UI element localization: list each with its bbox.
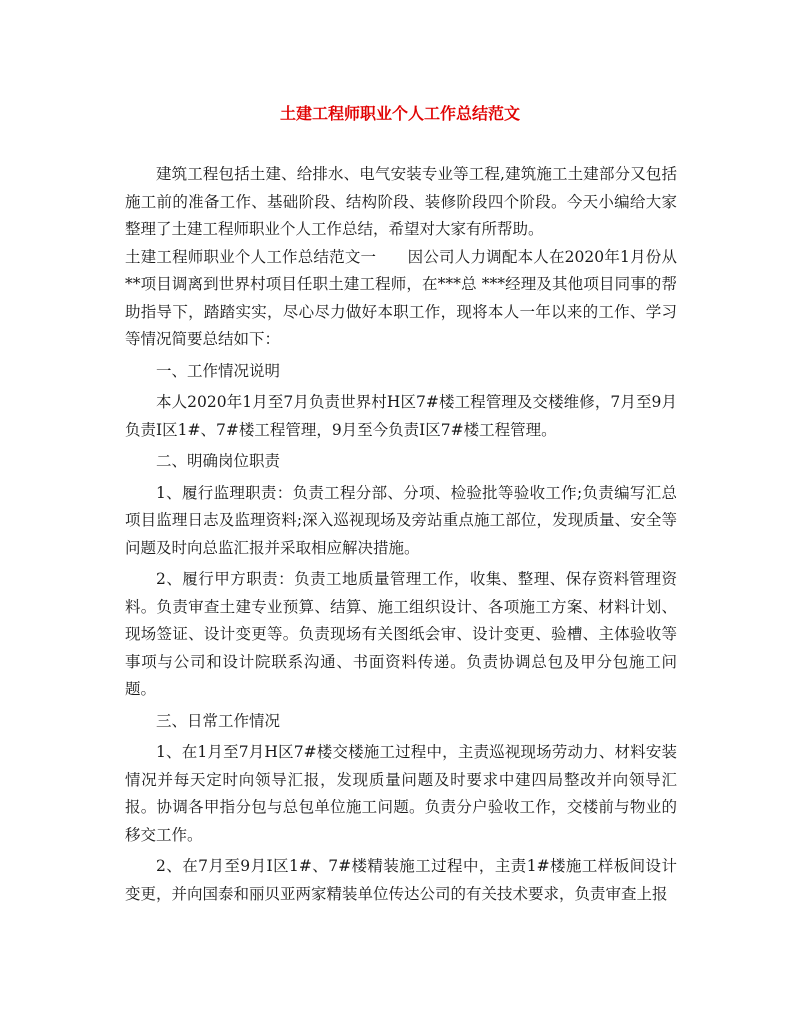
- daily-work-paragraph-2: 2、在7月至9月I区1#、7#楼精装施工过程中，主责1#楼施工样板间设计变更，并向国泰和丽贝亚两家精装单位传达公司的有关技术要求，负责审查上报: [125, 857, 677, 903]
- section-heading-duties: 二、明确岗位职责: [156, 452, 281, 470]
- duty-owner-paragraph: 2、履行甲方职责：负责工地质量管理工作，收集、整理、保存资料管理资料。负责审查土建专业预算、结算、施工组织设计、各项施工方案、材料计划、现场签证、设计变更等。负责现场有关图纸会审、设计变更、验槽、主体验收等事项与公司和设计院联系沟通、书面资料传递。负责协调总包及甲分包施工问题。: [125, 570, 677, 698]
- document-body: [125, 161, 677, 908]
- work-status-paragraph: 本人2020年1月至7月负责世界村H区7#楼工程管理及交楼维修，7月至9月负责I区1#、7#楼工程管理，9月至今负责I区7#楼工程管理。: [125, 393, 677, 439]
- summary-heading-paragraph: 土建工程师职业个人工作总结范文一 因公司人力调配本人在2020年1月份从**项目调离到世界村项目任职土建工程师，在***总 ***经理及其他项目同事的帮助指导下，踏踏实实，尽心尽力做好本职工作，现将本人一年以来的工作、学习等情况简要总结如下：: [125, 247, 677, 348]
- daily-work-paragraph-1: 1、在1月至7月H区7#楼交楼施工过程中，主责巡视现场劳动力、材料安装情况并每天定时向领导汇报，发现质量问题及时要求中建四局整改并向领导汇报。协调各甲指分包与总包单位施工问题。负责分户验收工作，交楼前与物业的移交工作。: [125, 743, 677, 844]
- duty-supervision-paragraph: 1、履行监理职责：负责工程分部、分项、检验批等验收工作;负责编写汇总项目监理日志及监理资料;深入巡视现场及旁站重点施工部位，发现质量、安全等问题及时向总监汇报并采取相应解决措施。: [125, 483, 677, 557]
- section-heading-work-status: 一、工作情况说明: [156, 361, 281, 380]
- intro-paragraph: 建筑工程包括土建、给排水、电气安装专业等工程,建筑施工土建部分又包括施工前的准备工作、基础阶段、结构阶段、装修阶段四个阶段。今天小编给大家整理了土建工程师职业个人工作总结，希望对大家有所帮助。: [125, 165, 677, 238]
- document-title: 土建工程师职业个人工作总结范文: [279, 104, 520, 123]
- section-heading-daily-work: 三、日常工作情况: [156, 711, 281, 730]
